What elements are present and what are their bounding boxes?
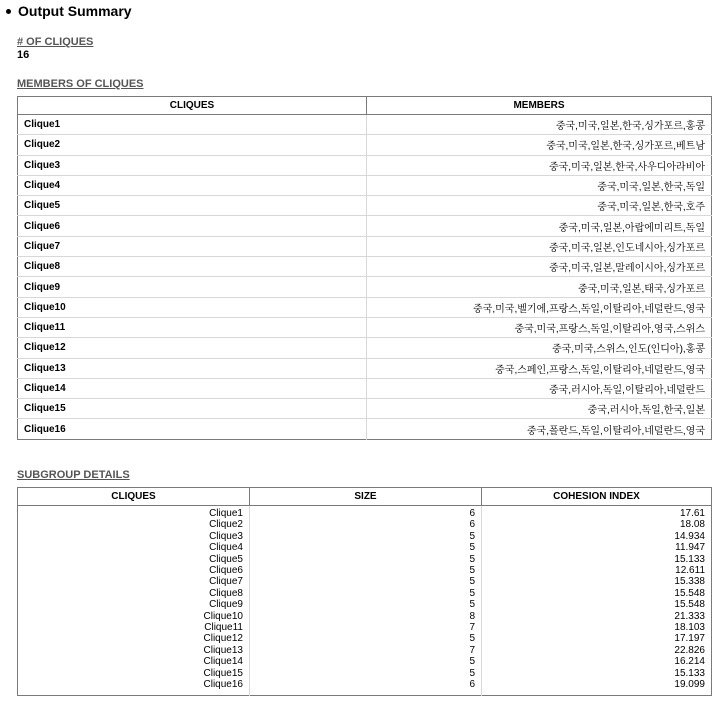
- members-row: [18, 277, 712, 297]
- subgroup-cohesion: 16.214: [674, 656, 705, 668]
- clique-name: Clique16: [18, 419, 367, 439]
- clique-members: 중국,미국,일본,한국,싱가포르,홍콩: [367, 115, 712, 135]
- subgroup-cohesion: 14.934: [674, 530, 705, 542]
- subgroup-cohesion: 22.826: [674, 644, 705, 656]
- bullet-icon: [6, 9, 11, 14]
- subgroup-clique-name: Clique14: [203, 656, 243, 668]
- clique-name: Clique15: [18, 399, 367, 419]
- subgroup-size: 6: [469, 508, 475, 519]
- members-header-cliques: CLIQUES: [18, 97, 367, 115]
- clique-members: 중국,미국,일본,말레이시아,싱가포르: [367, 257, 712, 277]
- subgroup-cohesion: 17.197: [674, 633, 705, 645]
- subgroup-size: 5: [469, 587, 475, 599]
- members-section-label: MEMBERS OF CLIQUES: [17, 78, 144, 90]
- subgroup-clique-name: Clique13: [203, 644, 243, 656]
- subgroup-size: 5: [469, 542, 475, 554]
- clique-name: Clique5: [18, 196, 367, 216]
- clique-members: 중국,미국,일본,한국,싱가포르,베트남: [367, 135, 712, 155]
- subgroup-clique-name: Clique11: [204, 622, 243, 634]
- clique-name: Clique13: [18, 358, 367, 378]
- clique-members: 중국,미국,벨기에,프랑스,독일,이탈리아,네덜란드,영국: [367, 297, 712, 317]
- members-row: [18, 399, 712, 419]
- clique-members: 중국,미국,스위스,인도(인디아),홍콩: [367, 338, 712, 358]
- subgroup-size: 6: [469, 679, 475, 691]
- members-row: [18, 135, 712, 155]
- clique-members: 중국,미국,일본,한국,사우디아라비아: [367, 155, 712, 175]
- subgroup-body-row: [18, 506, 712, 696]
- clique-name: Clique4: [18, 175, 367, 195]
- clique-name: Clique11: [18, 317, 367, 337]
- members-row: [18, 175, 712, 195]
- subgroup-clique-name: Clique2: [209, 519, 243, 531]
- subgroup-header-cohesion: COHESION INDEX: [482, 488, 712, 506]
- subgroup-clique-name: Clique4: [209, 542, 243, 554]
- clique-members: 중국,러시아,독일,이탈리아,네덜란드: [367, 378, 712, 398]
- subgroup-cohesion: 15.548: [674, 599, 705, 611]
- subgroup-clique-name: Clique16: [203, 679, 243, 691]
- subgroup-size: 5: [469, 553, 475, 565]
- clique-name: Clique14: [18, 378, 367, 398]
- members-row: [18, 115, 712, 135]
- subgroup-table: [17, 487, 712, 696]
- clique-name: Clique12: [18, 338, 367, 358]
- subgroup-cohesion: 19.099: [674, 679, 705, 691]
- subgroup-header-row: [18, 488, 712, 506]
- subgroup-clique-name: Clique3: [209, 530, 243, 542]
- members-row: [18, 257, 712, 277]
- clique-name: Clique9: [18, 277, 367, 297]
- subgroup-column-cliques: [18, 506, 250, 696]
- clique-name: Clique10: [18, 297, 367, 317]
- subgroup-section-label: SUBGROUP DETAILS: [17, 469, 130, 481]
- clique-name: Clique2: [18, 135, 367, 155]
- subgroup-clique-name: Clique10: [203, 610, 243, 622]
- subgroup-size: 5: [469, 667, 475, 679]
- subgroup-column-cohesion: [482, 506, 712, 696]
- clique-count-label: # OF CLIQUES: [17, 36, 94, 48]
- members-row: [18, 317, 712, 337]
- clique-members: 중국,미국,프랑스,독일,이탈리아,영국,스위스: [367, 317, 712, 337]
- subgroup-size: 5: [469, 576, 475, 588]
- subgroup-size: 8: [469, 610, 475, 622]
- subgroup-clique-name: Clique15: [203, 667, 243, 679]
- clique-name: Clique3: [18, 155, 367, 175]
- members-row: [18, 155, 712, 175]
- subgroup-size: 5: [469, 599, 475, 611]
- subgroup-cohesion: 15.133: [674, 667, 705, 679]
- members-row: [18, 297, 712, 317]
- members-row: [18, 338, 712, 358]
- subgroup-cohesion: 11.947: [675, 542, 705, 554]
- subgroup-size: 5: [469, 530, 475, 542]
- subgroup-clique-name: Clique12: [203, 633, 243, 645]
- clique-members: 중국,미국,일본,인도네시아,싱가포르: [367, 236, 712, 256]
- members-row: [18, 236, 712, 256]
- subgroup-size: 6: [469, 519, 475, 531]
- members-row: [18, 378, 712, 398]
- subgroup-clique-name: Clique9: [209, 599, 243, 611]
- subgroup-header-cliques: CLIQUES: [18, 488, 250, 506]
- members-header-row: [18, 97, 712, 115]
- subgroup-cohesion: 12.611: [675, 565, 705, 577]
- subgroup-size: 5: [469, 656, 475, 668]
- clique-members: 중국,스페인,프랑스,독일,이탈리아,네덜란드,영국: [367, 358, 712, 378]
- clique-name: Clique6: [18, 216, 367, 236]
- subgroup-clique-name: Clique6: [209, 565, 243, 577]
- members-table: [17, 96, 712, 440]
- members-header-members: MEMBERS: [367, 97, 712, 115]
- subgroup-clique-name: Clique8: [209, 587, 243, 599]
- members-row: [18, 196, 712, 216]
- clique-members: 중국,미국,일본,아랍에미리트,독일: [367, 216, 712, 236]
- page-title: [6, 3, 132, 19]
- clique-members: 중국,폴란드,독일,이탈리아,네덜란드,영국: [526, 425, 705, 437]
- subgroup-size: 5: [469, 565, 475, 577]
- subgroup-header-size: SIZE: [250, 488, 482, 506]
- subgroup-cohesion: 15.548: [674, 587, 705, 599]
- page-title-text: Output Summary: [18, 3, 132, 19]
- clique-members: 중국,러시아,독일,한국,일본: [367, 399, 712, 419]
- clique-name: Clique1: [18, 115, 367, 135]
- subgroup-cohesion: 15.133: [674, 553, 705, 565]
- clique-name: Clique8: [18, 257, 367, 277]
- subgroup-cohesion: 17.61: [679, 508, 705, 519]
- members-row: [18, 216, 712, 236]
- clique-count-value: 16: [17, 49, 30, 61]
- clique-name: Clique7: [18, 236, 367, 256]
- subgroup-cohesion: 15.338: [674, 576, 705, 588]
- subgroup-clique-name: Clique5: [209, 553, 243, 565]
- subgroup-cohesion: 18.103: [674, 622, 705, 634]
- clique-members: 중국,미국,일본,태국,싱가포르: [367, 277, 712, 297]
- subgroup-size: 5: [469, 633, 475, 645]
- subgroup-cohesion: 21.333: [674, 610, 705, 622]
- members-row: [18, 419, 712, 439]
- subgroup-size: 7: [469, 622, 475, 634]
- subgroup-cohesion: 18.08: [679, 519, 705, 531]
- subgroup-size: 7: [469, 644, 475, 656]
- subgroup-clique-name: Clique1: [209, 508, 243, 519]
- subgroup-column-size: [250, 506, 482, 696]
- clique-members: 중국,미국,일본,한국,호주: [367, 196, 712, 216]
- subgroup-clique-name: Clique7: [209, 576, 243, 588]
- clique-members: 중국,미국,일본,한국,독일: [367, 175, 712, 195]
- members-row: [18, 358, 712, 378]
